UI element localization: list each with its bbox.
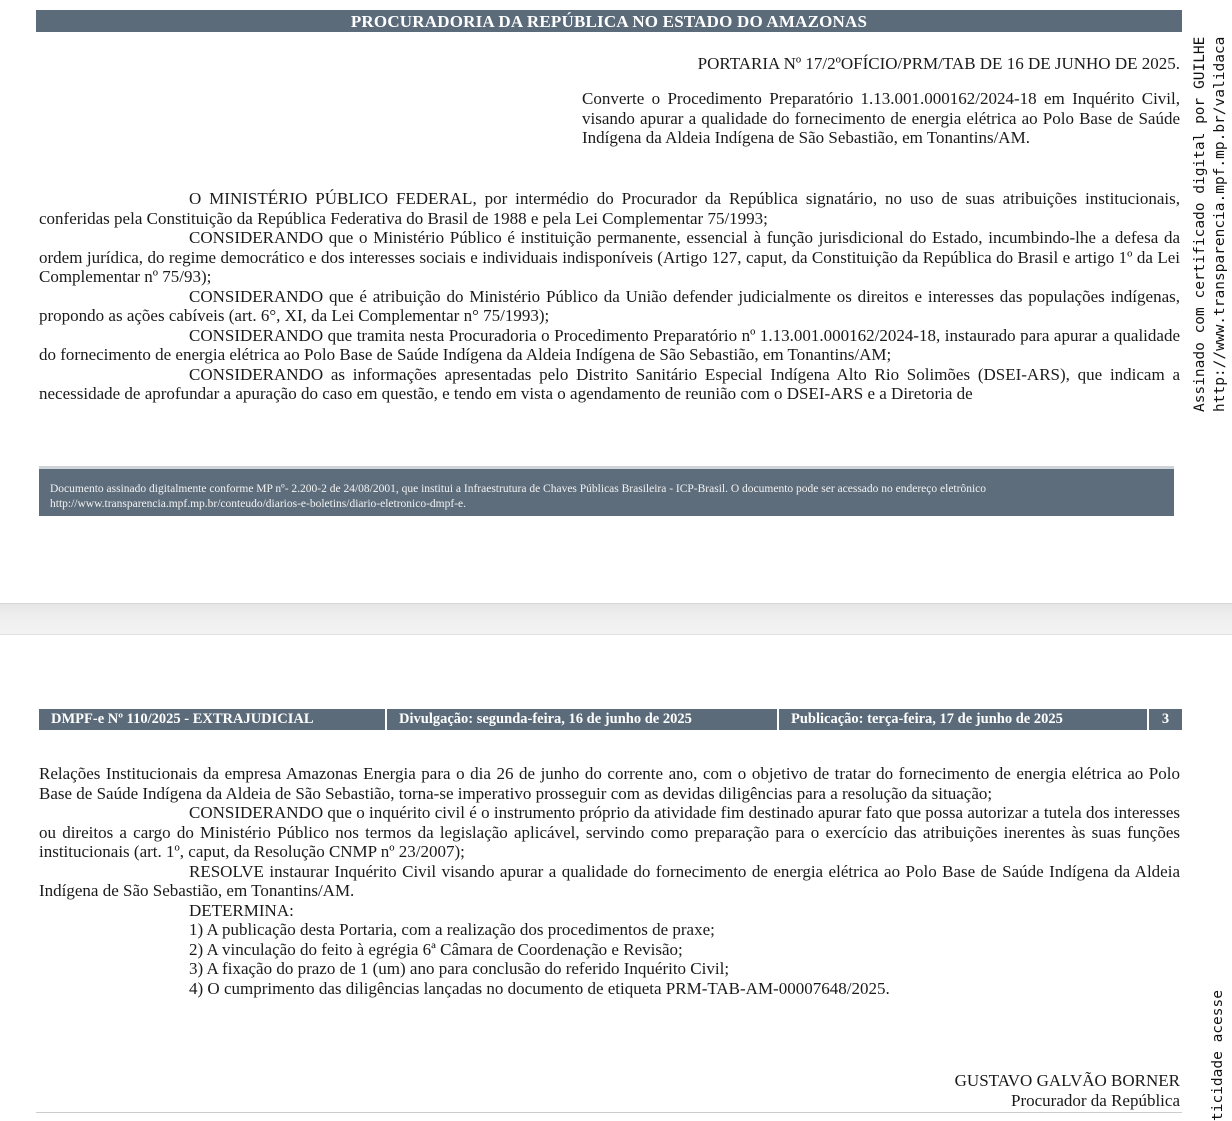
paragraph-continuation: Relações Institucionais da empresa Amazonas Energia para o dia 26 de junho do corrente ano, com o objetivo de tratar do fornecimento de energia elétrica ao Polo Base de Saúde Indígena da Aldeia de São Sebastião, torna-se imperativo prosseguir com as devidas diligências para a resolução da situação; [39, 764, 1180, 803]
header-bar [36, 10, 1182, 32]
determina-label: DETERMINA: [189, 900, 294, 920]
determina-item-3: 3) A fixação do prazo de 1 (um) ano para conclusão do referido Inquérito Civil; [189, 959, 730, 978]
paragraph-ministerio: O MINISTÉRIO PÚBLICO FEDERAL, por intermédio do Procurador da República signatário, no uso de suas atribuições institucionais, conferidas pela Constituição da República Federativa do Brasil de 1988 e pela Lei Complementar 75/1993; [39, 189, 1180, 228]
determina-item-1: 1) A publicação desta Portaria, com a realização dos procedimentos de praxe; [189, 920, 715, 939]
dmpf-divulgacao: Divulgação: segunda-feira, 16 de junho de 2025 [387, 709, 779, 730]
side-stamp-bottom-text: ticidade acesse [1210, 990, 1226, 1121]
paragraph-considerando-1: CONSIDERANDO que o Ministério Público é instituição permanente, essencial à função jurisdicional do Estado, incumbindo-lhe a defesa da ordem jurídica, do regime democrático e dos interesses sociais e individuais indisponíveis (Artigo 127, caput, da Constituição da República do Brasil e artigo 1º da Lei Complementar nº 75/93); [39, 228, 1180, 286]
paragraph-considerando-4: CONSIDERANDO as informações apresentadas pelo Distrito Sanitário Especial Indígena Alto Rio Solimões (DSEI-ARS), que indicam a necessidade de aprofundar a apuração do caso em questão, e tendo em vista o agendamento de reunião com o DSEI-ARS e a Diretoria de [39, 364, 1180, 403]
digital-signature-notice [39, 466, 1174, 516]
paragraph-resolve: RESOLVE instaurar Inquérito Civil visando apurar a qualidade do fornecimento de energia elétrica ao Polo Base de Saúde Indígena da Aldeia Indígena de São Sebastião, em Tonantins/AM. [39, 861, 1180, 900]
portaria-ementa: Converte o Procedimento Preparatório 1.13.001.000162/2024-18 em Inquérito Civil, visando apurar a qualidade do fornecimento de energia elétrica ao Polo Base de Saúde Indígena da Aldeia Indígena de São Sebastião, em Tonantins/AM. [582, 89, 1180, 147]
dmpf-page-number: 3 [1161, 711, 1170, 727]
determina-item-4: 4) O cumprimento das diligências lançadas no documento de etiqueta PRM-TAB-AM-00007648/2025. [189, 978, 890, 998]
page1-body [39, 189, 1180, 403]
dmpf-publicacao: Publicação: terça-feira, 17 de junho de 2025 [779, 709, 1149, 730]
side-stamp-bottom [1206, 955, 1230, 1121]
side-stamp-top [1186, 0, 1232, 412]
page-separator [0, 603, 1232, 635]
notice-text: Documento assinado digitalmente conforme MP nº- 2.200-2 de 24/08/2001, que institui a Infraestrutura de Chaves Públicas Brasileira - ICP-Brasil. O documento pode ser acessado no endereço eletrônico http://www.transparencia.mpf.mp.br/conteudo/diarios-e-boletins/diario-eletronico-dmpf-e. [50, 483, 986, 510]
signature-block [700, 1071, 1180, 1111]
paragraph-considerando-5: CONSIDERANDO que o inquérito civil é o instrumento próprio da atividade fim destinado apurar fato que possa autorizar a tutela dos interesses ou direitos a cargo do Ministério Público nos termos da legislação aplicável, servindo como preparação para o exercício das atribuições inerentes às suas funções institucionais (art. 1º, caput, da Resolução CNMP nº 23/2007); [39, 803, 1180, 861]
signature-role: Procurador da República [1011, 1091, 1180, 1110]
side-stamp-line1: Assinado com certificado digital por GUILHE [1192, 36, 1208, 412]
side-stamp-line2: http://www.transparencia.mpf.mp.br/validaca [1212, 36, 1228, 412]
page2-body [39, 764, 1180, 998]
dmpf-edition: DMPF-e Nº 110/2025 - EXTRAJUDICIAL [39, 709, 387, 730]
signature-name: GUSTAVO GALVÃO BORNER [954, 1071, 1180, 1090]
paragraph-considerando-3: CONSIDERANDO que tramita nesta Procuradoria o Procedimento Preparatório nº 1.13.001.000162/2024-18, instaurado para apurar a qualidade do fornecimento de energia elétrica ao Polo Base de Saúde Indígena da Aldeia Indígena de São Sebastião, em Tonantins/AM; [39, 325, 1180, 364]
dmpf-header-bar [39, 709, 1182, 730]
header-title: PROCURADORIA DA REPÚBLICA NO ESTADO DO AMAZONAS [350, 12, 868, 31]
paragraph-considerando-2: CONSIDERANDO que é atribuição do Ministério Público da União defender judicialmente os direitos e interesses das populações indígenas, propondo as ações cabíveis (art. 6°, XI, da Lei Complementar n° 75/1993); [39, 286, 1180, 325]
portaria-title: PORTARIA Nº 17/2ºOFÍCIO/PRM/TAB DE 16 DE JUNHO DE 2025. [697, 54, 1180, 73]
determina-item-2: 2) A vinculação do feito à egrégia 6ª Câmara de Coordenação e Revisão; [189, 939, 683, 959]
bottom-rule [36, 1112, 1182, 1113]
